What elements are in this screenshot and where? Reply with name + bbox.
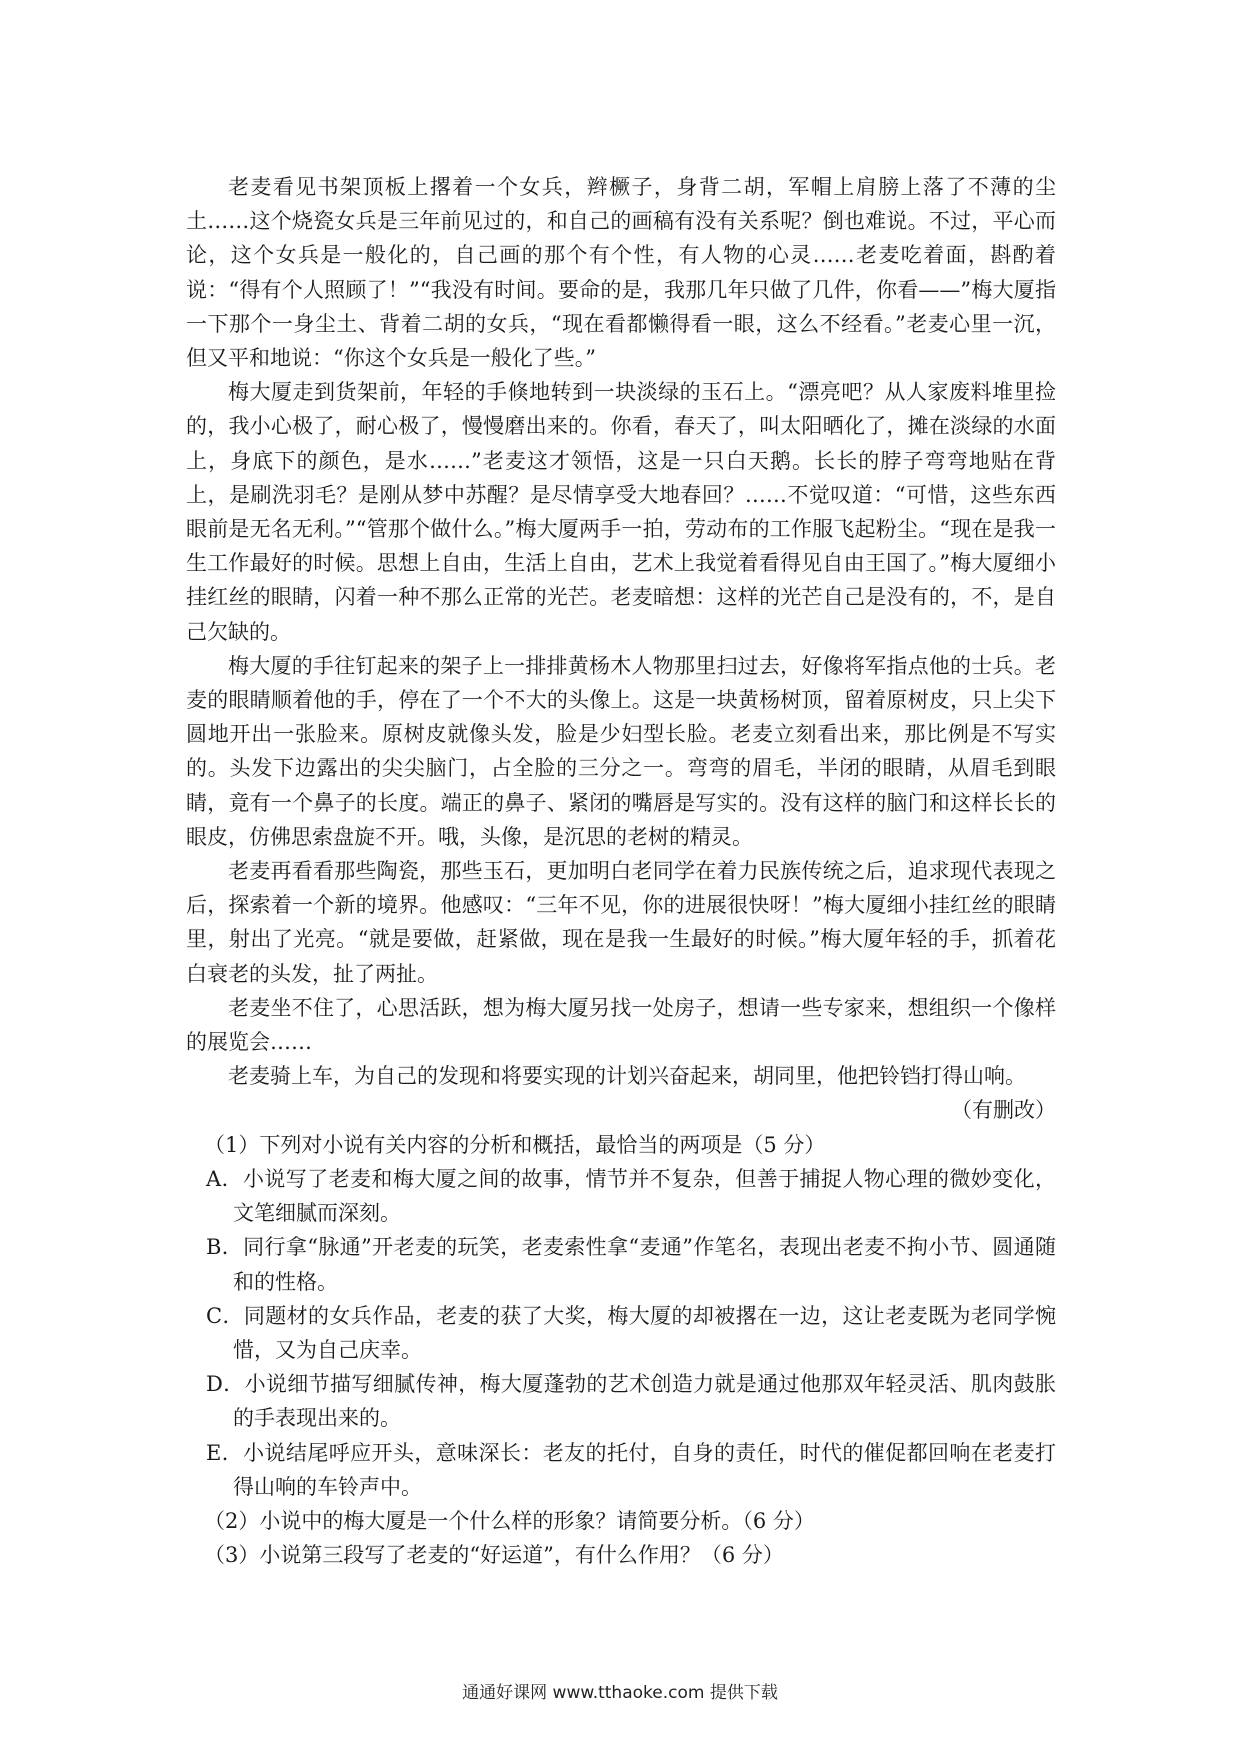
paragraph: 梅大厦的手往钉起来的架子上一排排黄杨木人物那里扫过去，好像将军指点他的士兵。老麦的眼睛顺着他的手，停在了一个不大的头像上。这是一块黄杨树顶，留着原树皮，只上尖下圆地开出一张脸来。原树皮就像头发，脸是少妇型长脸。老麦立刻看出来，那比例是不写实的。头发下边露出的尖尖脑门，占全脸的三分之一。弯弯的眉毛，半闭的眼睛，从眉毛到眼睛，竟有一个鼻子的长度。端正的鼻子、紧闭的嘴唇是写实的。没有这样的脑门和这样长长的眼皮，仿佛思索盘旋不开。哦，头像，是沉思的老树的精灵。 [186, 653, 1056, 849]
edit-note: （有删改） [951, 1098, 1056, 1123]
option-c: C．同题材的女兵作品，老麦的获了大奖，梅大厦的却被撂在一边，这让老麦既为老同学惋惜，又为自己庆幸。 [206, 1303, 1056, 1362]
option-d: D．小说细节描写细腻传神，梅大厦蓬勃的艺术创造力就是通过他那双年轻灵活、肌肉鼓胀的手表现出来的。 [206, 1372, 1056, 1431]
paragraph: 梅大厦走到货架前，年轻的手倏地转到一块淡绿的玉石上。“漂亮吧？从人家废料堆里捡的，我小心极了，耐心极了，慢慢磨出来的。你看，春天了，叫太阳晒化了，摊在淡绿的水面上，身底下的颜色，是水……”老麦这才领悟，这是一只白天鹅。长长的脖子弯弯地贴在背上，是刷洗羽毛？是刚从梦中苏醒？是尽情享受大地春回？……不觉叹道：“可惜，这些东西眼前是无名无利。”“管那个做什么。”梅大厦两手一拍，劳动布的工作服飞起粉尘。“现在是我一生工作最好的时候。思想上自由，生活上自由，艺术上我觉着看得见自由王国了。”梅大厦细小挂红丝的眼睛，闪着一种不那么正常的光芒。老麦暗想：这样的光芒自己是没有的，不，是自己欠缺的。 [186, 380, 1056, 644]
option-b: B．同行拿“脉通”开老麦的玩笑，老麦索性拿“麦通”作笔名，表现出老麦不拘小节、圆通随和的性格。 [206, 1235, 1056, 1294]
paragraph: 老麦看见书架顶板上撂着一个女兵，辫橛子，身背二胡，军帽上肩膀上落了不薄的尘土……这个烧瓷女兵是三年前见过的，和自己的画稿有没有关系呢？倒也难说。不过，平心而论，这个女兵是一般化的，自己画的那个有个性，有人物的心灵……老麦吃着面，斟酌着说：“得有个人照顾了！”“我没有时间。要命的是，我那几年只做了几件，你看——”梅大厦指一下那个一身尘土、背着二胡的女兵，“现在看都懒得看一眼，这么不经看。”老麦心里一沉，但又平和地说：“你这个女兵是一般化了些。” [186, 175, 1056, 371]
question-2: （2）小说中的梅大厦是一个什么样的形象？请简要分析。（6 分） [204, 1508, 815, 1533]
page-footer: 通通好课网 www.tthaoke.com 提供下载 [462, 1683, 778, 1703]
option-e: E．小说结尾呼应开头，意味深长：老友的托付，自身的责任，时代的催促都回响在老麦打得山响的车铃声中。 [206, 1440, 1056, 1499]
question-1: （1）下列对小说有关内容的分析和概括，最恰当的两项是（5 分） [204, 1132, 826, 1157]
paragraph: 老麦骑上车，为自己的发现和将要实现的计划兴奋起来，胡同里，他把铃铛打得山响。 [228, 1064, 1026, 1089]
option-a: A．小说写了老麦和梅大厦之间的故事，情节并不复杂，但善于捕捉人物心理的微妙变化，文笔细腻而深刻。 [206, 1166, 1056, 1226]
paragraph: 老麦再看看那些陶瓷，那些玉石，更加明白老同学在着力民族传统之后，追求现代表现之后，探索着一个新的境界。他感叹：“三年不见，你的进展很快呀！”梅大厦细小挂红丝的眼睛里，射出了光亮。“就是要做，赶紧做，现在是我一生最好的时候。”梅大厦年轻的手，抓着花白衰老的头发，扯了两扯。 [186, 859, 1056, 986]
paragraph: 老麦坐不住了，心思活跃，想为梅大厦另找一处房子，想请一些专家来，想组织一个像样的展览会…… [186, 995, 1056, 1055]
document-body [186, 170, 1056, 1572]
question-3: （3）小说第三段写了老麦的“好运道”，有什么作用？（6 分） [204, 1543, 784, 1568]
